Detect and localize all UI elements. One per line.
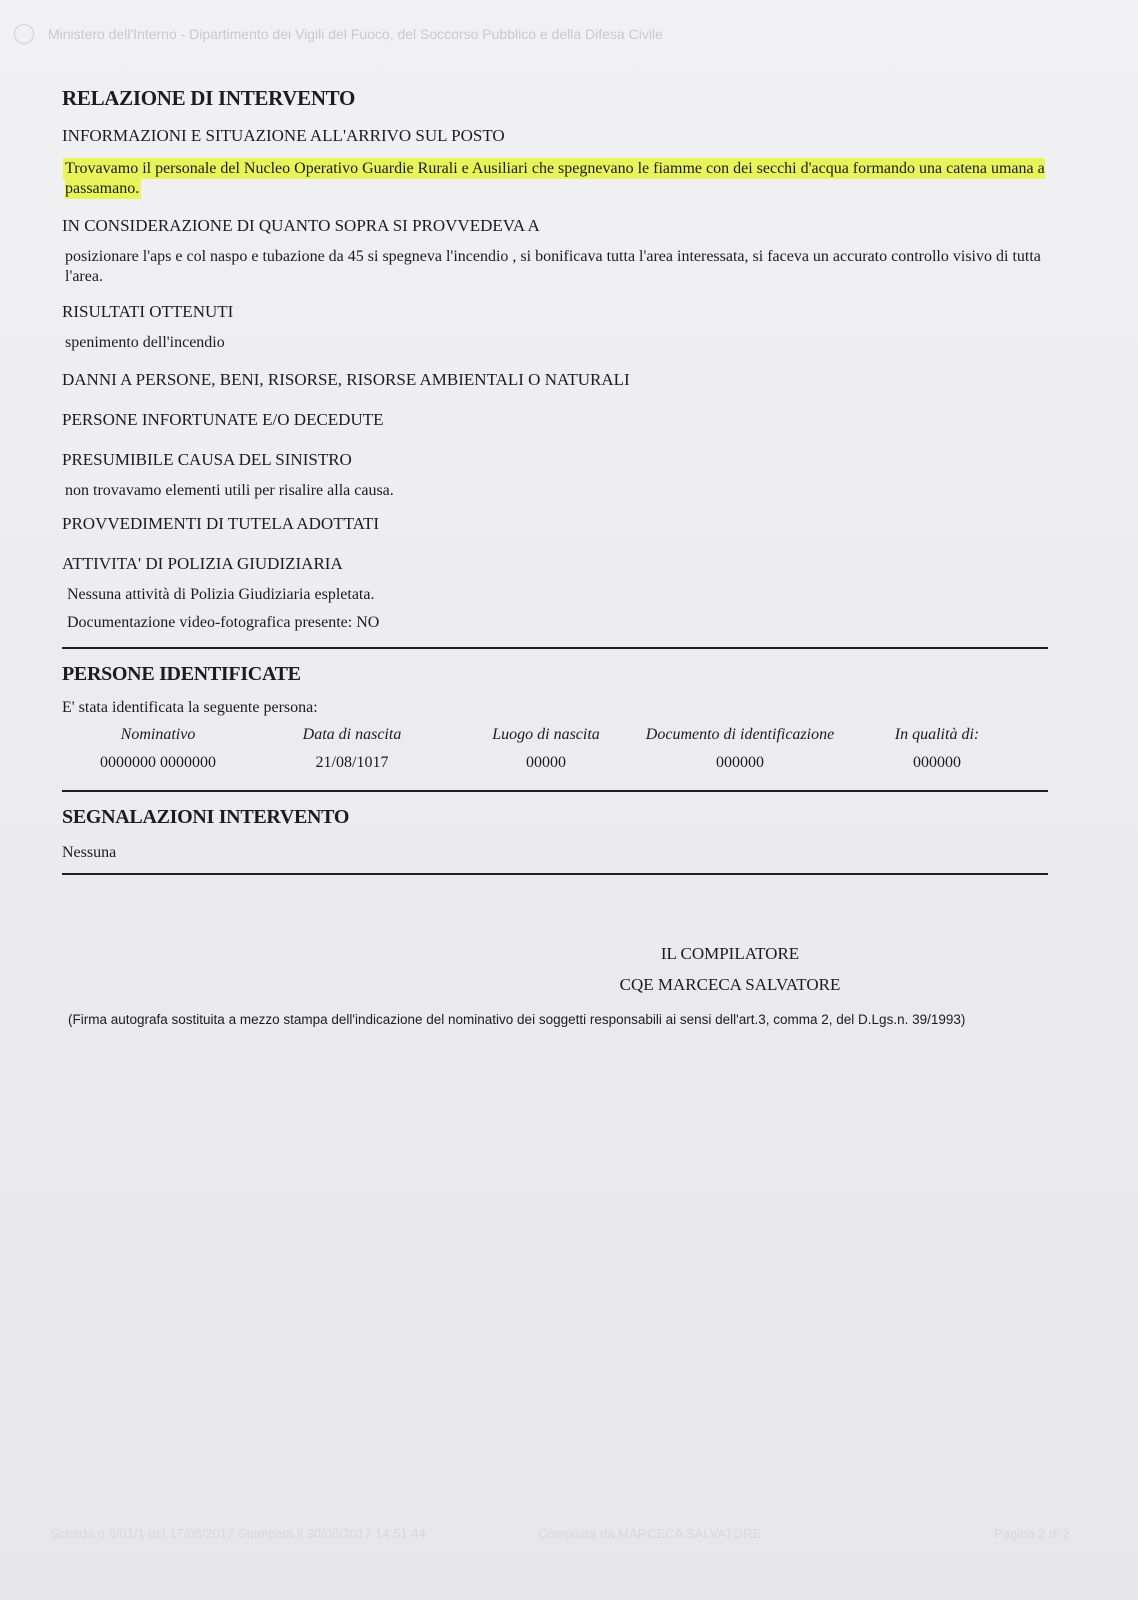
column-header: Data di nascita — [302, 726, 402, 743]
ministry-header-text: Ministero dell'Interno - Dipartimento dei Vigili del Fuoco, del Soccorso Pubblico e della Difesa Civile — [48, 26, 663, 42]
report-title: RELAZIONE DI INTERVENTO — [62, 86, 356, 110]
persons-title: PERSONE IDENTIFICATE — [62, 663, 301, 685]
section-heading-protection: PROVVEDIMENTI DI TUTELA ADOTTATI — [62, 514, 380, 533]
table-cell: 000000 — [716, 754, 764, 771]
section-heading-damages: DANNI A PERSONE, BENI, RISORSE, RISORSE AMBIENTALI O NATURALI — [62, 370, 630, 389]
column-header: Nominativo — [120, 726, 196, 743]
table-cell: 0000000 0000000 — [100, 754, 216, 771]
table-cell: 21/08/1017 — [315, 754, 389, 771]
signals-text: Nessuna — [62, 844, 117, 861]
section-heading-injured: PERSONE INFORTUNATE E/O DECEDUTE — [62, 410, 384, 429]
section-text-actions: posizionare l'aps e col naspo e tubazione da 45 si spegneva l'incendio , si bonificava tutta l'area interessata, si faceva un accurato controllo visivo di tutta l'area. — [65, 248, 1041, 285]
divider — [62, 790, 1048, 792]
ministry-header — [14, 24, 663, 44]
persons-table — [62, 726, 1052, 772]
column-header: Luogo di nascita — [492, 726, 600, 743]
section-text-police: Nessuna attività di Polizia Giudiziaria espletata. — [67, 586, 375, 603]
persons-intro: E' stata identificata la seguente persona: — [62, 699, 318, 716]
signature-block — [560, 938, 900, 1000]
table-cell: 000000 — [913, 754, 961, 771]
section-heading-results: RISULTATI OTTENUTI — [62, 302, 234, 321]
section-heading-police: ATTIVITA' DI POLIZIA GIUDIZIARIA — [62, 554, 343, 573]
signature-name: CQE MARCECA SALVATORE — [619, 975, 841, 994]
footer-page-number: Pagina 2 di 2 — [994, 1526, 1070, 1541]
section-text-documentation: Documentazione video-fotografica presente: NO — [67, 614, 380, 631]
footer-compilata: Compilata da MARCECA SALVATORE — [538, 1526, 762, 1541]
highlighted-text: Trovavamo il personale del Nucleo Operativo Guardie Rurali e Ausiliari che spegnevano le fiamme con dei secchi d'acqua formando una catena umana a passamano. — [65, 160, 1045, 197]
ministry-emblem-icon — [14, 24, 34, 44]
signals-title: SEGNALAZIONI INTERVENTO — [62, 806, 350, 828]
divider — [62, 647, 1048, 649]
section-text-results: spenimento dell'incendio — [65, 334, 225, 351]
signature-role: IL COMPILATORE — [660, 944, 800, 963]
footer-scheda: Scheda n 6/01/1 del 17/08/2017 Stampata il 30/08/2017 14:51:44 — [50, 1526, 426, 1541]
section-heading-arrival: INFORMAZIONI E SITUAZIONE ALL'ARRIVO SUL POSTO — [62, 126, 505, 145]
section-text-cause: non trovavamo elementi utili per risalire alla causa. — [65, 482, 394, 499]
divider — [62, 873, 1048, 875]
table-cell: 00000 — [526, 754, 566, 771]
footnote: (Firma autografa sostituita a mezzo stampa dell'indicazione del nominativo dei soggetti responsabili ai sensi dell'art.3, comma 2, del D.Lgs.n. 39/1993) — [68, 1012, 966, 1027]
report-body — [62, 86, 1052, 875]
section-text-arrival — [62, 159, 1052, 199]
section-heading-cause: PRESUMIBILE CAUSA DEL SINISTRO — [62, 450, 352, 469]
column-header: Documento di identificazione — [645, 726, 835, 743]
section-heading-actions: IN CONSIDERAZIONE DI QUANTO SOPRA SI PROVVEDEVA A — [62, 216, 540, 235]
column-header: In qualità di: — [894, 726, 980, 743]
